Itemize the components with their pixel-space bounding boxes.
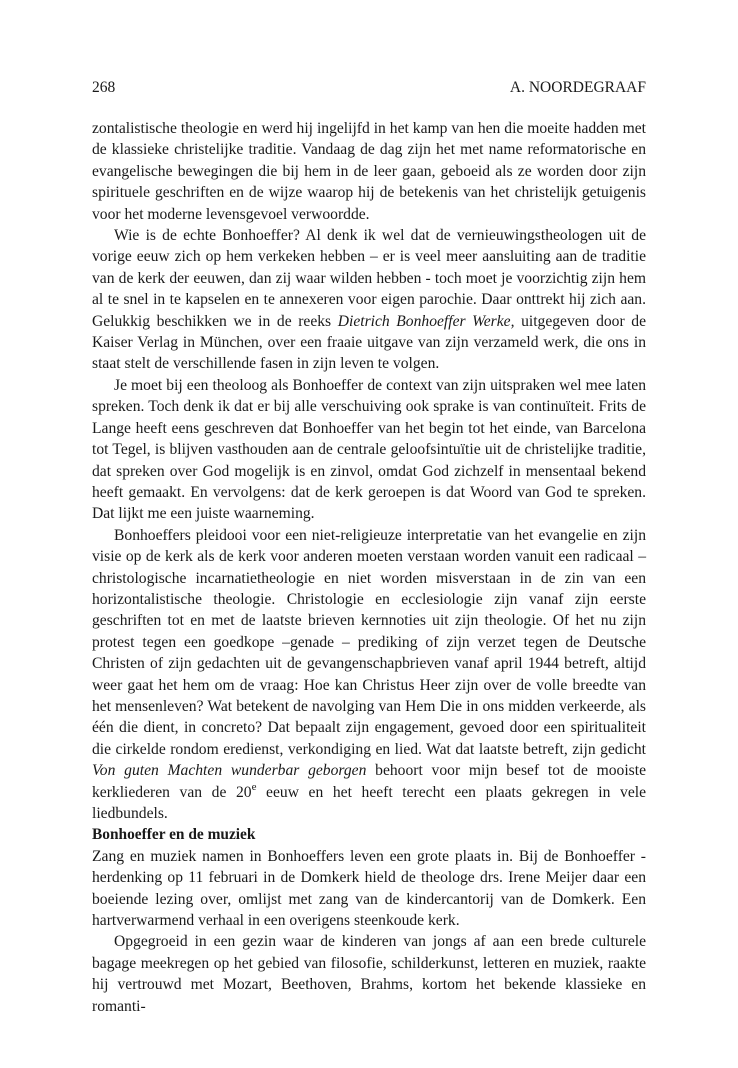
running-head-author: A. NOORDEGRAAF [509, 79, 646, 96]
paragraph-5: Zang en muziek namen in Bonhoeffers leven een grote plaats in. Bij de Bonhoeffer - herdenking op 11 februari in de Domkerk hield de theologe drs. Irene Meijer daar een boeiende lezing over, omlijst met zang van de kindercantorij van de Domkerk. Een hartverwarmend verhaal in een overigens steenkoude kerk. [92, 847, 646, 930]
superscript: e [251, 780, 257, 793]
running-header [92, 78, 646, 98]
italic-title-poem: Von guten Machten wunderbar geborgen [92, 762, 367, 780]
paragraph-2: Wie is de echte Bonhoeffer? Al denk ik wel dat de vernieuwingstheologen uit de vorige eeuw zich op hem verkeken hebben – er is veel meer aansluiting aan de traditie van de kerk der eeuwen, dan zij waar wilden hebben - toch moet je voorzichtig zijn hem al te snel in te kapselen en te annexeren voor eigen parochie. Daar onttrekt hij zich aan. Gelukkig beschikken we in de reeks Dietrich Bonhoeffer Werke, uitgegeven door de Kaiser Verlag in München, over een fraaie uitgave van zijn verzameld werk, die ons in staat stelt de verschillende fasen in zijn leven te volgen. [92, 227, 646, 373]
paragraph-4: Bonhoeffers pleidooi voor een niet-religieuze interpretatie van het evangelie en zijn visie op de kerk als de kerk voor anderen moeten verstaan worden vanuit een radicaal – christologische incarnatietheologie en niet worden misverstaan in de zin van een horizontalistische theologie. Christologie en ecclesiologie zijn vanaf zijn eerste geschriften tot en met de laatste brieven kernnoties uit zijn theologie. Of het nu zijn protest tegen een goedkope –genade – prediking of zijn verzet tegen de Deutsche Christen of zijn gedachten uit de gevangenschapbrieven vanaf april 1944 betreft, altijd weer gaat het hem om de vraag: Hoe kan Christus Heer zijn over de volle breedte van het mensenleven? Wat betekent de navolging van Hem Die in ons midden verkeerde, als één die dient, in concreto? Dat bepaalt zijn engagement, gevoed door een spiritualiteit die cirkelde rondom eredienst, verkondiging en lied. Wat dat laatste betreft, zijn gedicht Von guten Machten wunderbar geborgen behoort voor mijn besef tot de mooiste kerkliederen van de 20e eeuw en het heeft terecht een plaats gekregen in vele liedbundels. [92, 526, 646, 822]
page-number: 268 [92, 79, 116, 96]
body-text [92, 118, 646, 1017]
paragraph-3: Je moet bij een theoloog als Bonhoeffer de context van zijn uitspraken wel mee laten spreken. Toch denk ik dat er bij alle verschuiving ook sprake is van continuïteit. Frits de Lange heeft eens geschreven dat Bonhoeffer van het begin tot het einde, van Barcelona tot Tegel, is blijven vasthouden aan de centrale geloofsintuïtie uit de christelijke traditie, dat spreken over God mogelijk is en zinvol, omdat God zichzelf in mensentaal bekend heeft gemaakt. En vervolgens: dat de kerk geroepen is dat Woord van God te spreken. Dat lijkt me een juiste waarneming. [92, 376, 646, 523]
paragraph-1: zontalistische theologie en werd hij ingelijfd in het kamp van hen die moeite hadden met de klassieke christelijke traditie. Vandaag de dag zijn het met name reformatorische en evangelische bewegingen die bij hem in de leer gaan, geboeid als ze worden door zijn spirituele geschriften en de wijze waarop hij de betekenis van het christelijk getuigenis voor het moderne levensgevoel verwoordde. [92, 120, 646, 223]
paragraph-6: Opgegroeid in een gezin waar de kinderen van jongs af aan een brede culturele bagage meekregen op het gebied van filosofie, schilderkunst, letteren en muziek, raakte hij vertrouwd met Mozart, Beethoven, Brahms, kortom het bekende klassieke en romanti- [92, 933, 646, 1015]
section-heading: Bonhoeffer en de muziek [92, 826, 256, 844]
italic-title-werke: Dietrich Bonhoeffer Werke, [337, 312, 515, 330]
